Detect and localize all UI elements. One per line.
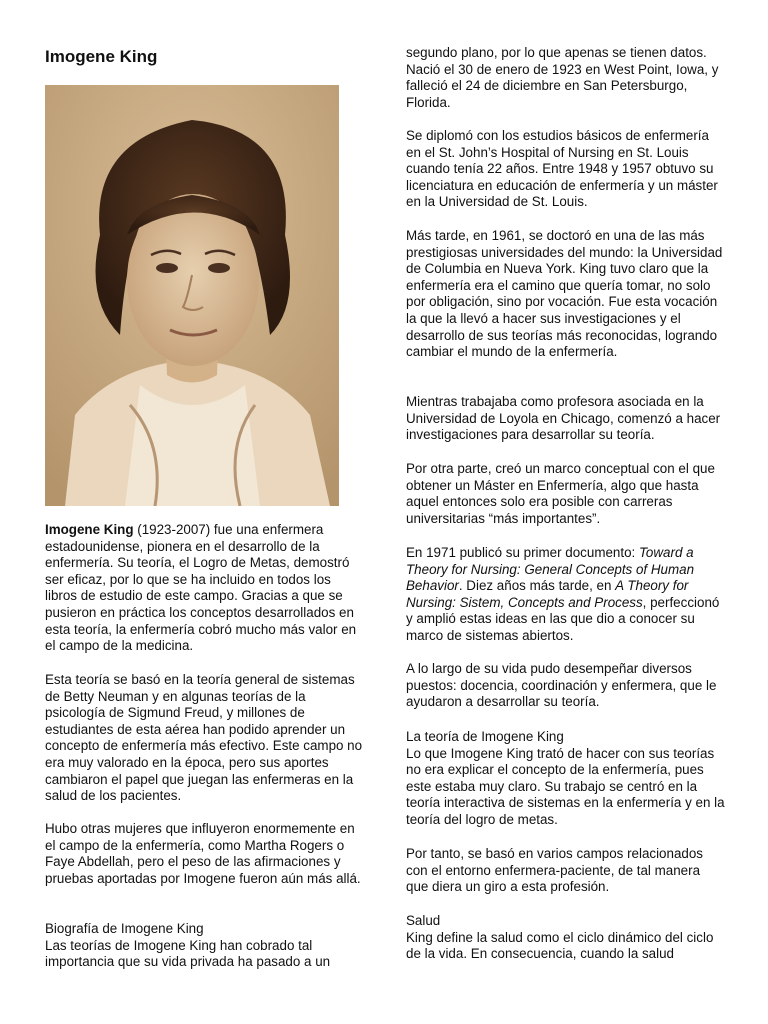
paragraph-doctorate: Más tarde, en 1961, se doctoró en una de las más prestigiosas universidades del mundo: la Universidad de Columbia en Nueva York. King tuvo claro que la enfermería era el camino que quería tomar, no solo por obligación, sino por vocación. Fue esta vocación la que la llevó a hacer sus investigaciones y el desarrollo de sus teorías más reconocidas, logrando cambiar el mundo de la enfermería. (406, 228, 723, 360)
intro-text: (1923-2007) fue una enfermera estadounidense, pionera en el desarrollo de la enfermería. Su teoría, el Logro de Metas, demostró ser eficaz, por lo que se ha incluido en todos los libros de estudio de este campo. Gracias a que se pusieron en práctica los conceptos desarrollados en esta teoría, la enfermería cobró mucho más valor en el campo de la medicina. (45, 522, 357, 654)
portrait-illustration (45, 85, 339, 506)
biography-text: Las teorías de Imogene King han cobrado tal importancia que su vida privada ha pasado a un (45, 937, 331, 970)
theory-text: Lo que Imogene King trató de hacer con sus teorías no era explicar el concepto de la enfermería, pues este estaba muy claro. Su trabajo se centró en la teoría interactiva de sistemas en la enfermería y en la teoría del logro de metas. (406, 745, 725, 827)
publication-title-2: A Theory for Nursing: Sistem, Concepts and Process (406, 578, 689, 610)
intro-name: Imogene King (45, 522, 134, 537)
paragraph-conceptual-framework: Por otra parte, creó un marco conceptual con el que obtener un Máster en Enfermería, algo que hasta aquel entonces solo era posible con carreras universitarias “más importantes”. (406, 461, 715, 526)
health-heading: Salud (406, 913, 441, 928)
publications-text-b: . Diez años más tarde, en (458, 578, 616, 594)
theory-heading: La teoría de Imogene King (406, 729, 564, 744)
paragraph-publications (406, 545, 726, 645)
portrait-photo (45, 85, 339, 506)
paragraph-loyola: Mientras trabajaba como profesora asociada en la Universidad de Loyola en Chicago, comenzó a hacer investigaciones para desarrollar su teoría. (406, 394, 721, 443)
biography-heading: Biografía de Imogene King (45, 921, 204, 936)
biography-section (45, 921, 363, 971)
publications-text-a: En 1971 publicó su primer documento: (406, 545, 639, 560)
paragraph-fields: Por tanto, se basó en varios campos relacionados con el entorno enfermera-paciente, de tal manera que diera un giro a esta profesión. (406, 846, 703, 895)
publications-text-c: , perfeccionó y amplió estas ideas en las que dio a conocer su marco de sistemas abiertos. (406, 594, 720, 643)
publication-title-1: Toward a Theory for Nursing: General Concepts of Human Behavior (406, 545, 695, 594)
paragraph-theory-basis: Esta teoría se basó en la teoría general de sistemas de Betty Neuman y en algunas teorías de la psicología de Sigmund Freud, y millones de estudiantes de esta aérea han podido aprender un concepto de enfermería más efectivo. Este campo no era muy valorado en la época, pero sus aportes cambiaron el papel que juegan las enfermeras en la salud de los pacientes. (45, 672, 363, 804)
paragraph-positions: A lo largo de su vida pudo desempeñar diversos puestos: docencia, coordinación y enfermera, que le ayudaron a desarrollar su teoría. (406, 661, 717, 710)
health-text: King define la salud como el ciclo dinámico del ciclo de la vida. En consecuencia, cuando la salud (406, 929, 714, 962)
paragraph-other-women: Hubo otras mujeres que influyeron enormemente en el campo de la enfermería, como Martha Rogers o Faye Abdellah, pero el peso de las afirmaciones y pruebas aportadas por Imogene fueron aún más allá. (45, 821, 361, 886)
paragraph-education: Se diplomó con los estudios básicos de enfermería en el St. John’s Hospital of Nursing en St. Louis cuando tenía 22 años. Entre 1948 y 1957 obtuvo su licenciatura en educación de enfermería y un máster en la Universidad de St. Louis. (406, 128, 718, 210)
paragraph-birth-death: segundo plano, por lo que apenas se tienen datos. Nació el 30 de enero de 1923 en West Point, Iowa, y falleció el 24 de diciembre en San Petersburgo, Florida. (406, 45, 719, 110)
theory-section (406, 729, 726, 829)
intro-paragraph (45, 522, 363, 655)
health-section (406, 913, 726, 963)
page-title: Imogene King (45, 47, 158, 66)
